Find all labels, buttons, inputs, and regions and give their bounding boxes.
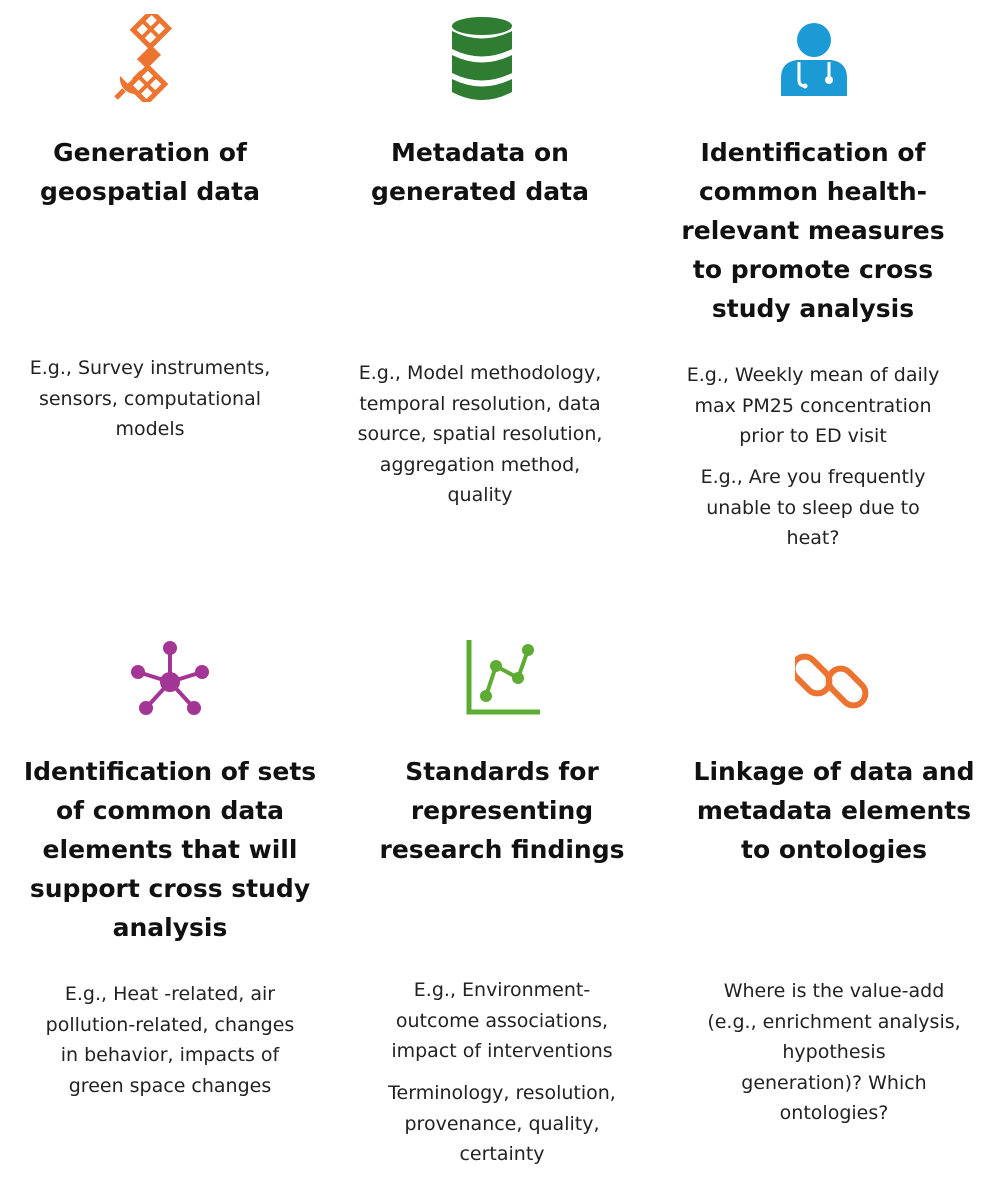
panel-description: Where is the value-add (e.g., enrichment analysis, hypothesis generation)? Which ontologies? xyxy=(707,980,961,1124)
network-icon xyxy=(128,638,212,718)
panel-description: E.g., Heat -related, air pollution-related, changes in behavior, impacts of green space changes xyxy=(45,983,295,1097)
panel-title: Generation of geospatial data xyxy=(40,138,260,206)
panel-description-secondary: Terminology, resolution, provenance, quality, certainty xyxy=(388,1082,616,1165)
panel-title: Identification of sets of common data elements that will support cross study analysis xyxy=(23,757,317,942)
panel-description: E.g., Weekly mean of daily max PM25 concentration prior to ED visit xyxy=(686,364,940,447)
panel-title: Linkage of data and metadata elements to ontologies xyxy=(693,757,975,864)
chain-link-icon xyxy=(795,640,875,720)
panel-description: E.g., Model methodology, temporal resolution, data source, spatial resolution, aggregation method, quality xyxy=(357,362,603,506)
panel-title: Standards for representing research findings xyxy=(379,757,625,864)
doctor-icon xyxy=(779,22,849,98)
line-chart-icon xyxy=(464,638,542,718)
panel-title: Metadata on generated data xyxy=(371,138,589,206)
panel-description: E.g., Environment- outcome associations, impact of interventions xyxy=(391,979,613,1062)
panel-description-secondary: E.g., Are you frequently unable to sleep due to heat? xyxy=(700,466,926,549)
panel-description: E.g., Survey instruments, sensors, computational models xyxy=(29,357,271,440)
database-icon xyxy=(450,16,514,102)
satellite-icon xyxy=(106,14,198,102)
panel-title: Identification of common health- relevant measures to promote cross study analysis xyxy=(681,138,945,323)
